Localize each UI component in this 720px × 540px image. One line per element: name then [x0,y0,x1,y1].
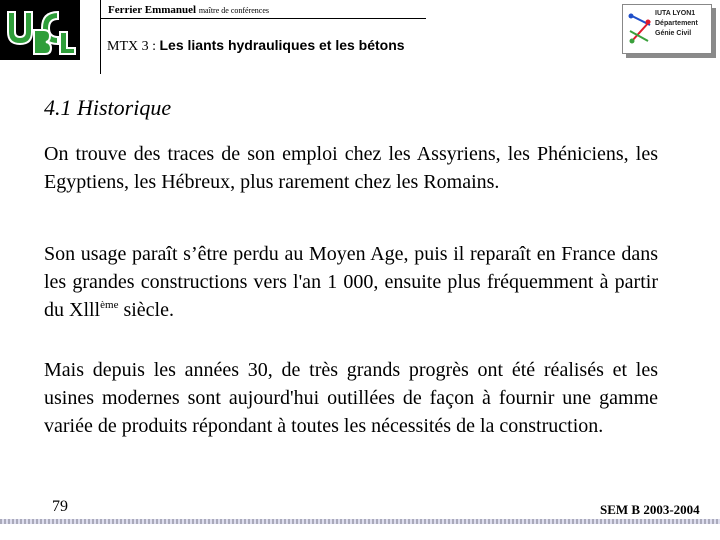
paragraph-2 [44,240,658,324]
iut-logo-line-2: Département [655,20,698,27]
header-horizontal-rule [100,18,426,19]
paragraph-2-superscript: ème [100,299,119,311]
paragraph-2-end: siècle. [118,299,174,321]
author-name: Ferrier Emmanuel [108,4,197,16]
section-heading: 4.1 Historique [44,95,172,120]
course-title-line [107,37,405,55]
ucbl-logo [0,0,80,60]
author-line [108,4,269,16]
course-title: Les liants hydrauliques et les bétons [159,37,405,53]
footer-bar [0,519,720,524]
iut-logo-frame [622,4,712,54]
page-number: 79 [52,498,68,515]
iut-logo-mark [626,11,654,47]
paragraph-3: Mais depuis les années 30, de très grands progrès ont été réalisés et les usines modernes sont aujourd'hui outillées de façon à fournir une gamme variée de produits répondant à toutes les nécessités de la construction. [44,359,658,437]
paragraph-1: On trouve des traces de son emploi chez les Assyriens, les Phéniciens, les Egyptiens, les Hébreux, plus rarement chez les Romains. [44,143,658,193]
author-role: maître de conférences [198,6,270,15]
iut-logo-text [655,9,711,39]
iut-logo-line-3: Génie Civil [655,30,692,37]
header-vertical-rule [100,0,101,74]
footer-label: SEM B 2003-2004 [600,502,700,517]
ucbl-logo-graphic [0,0,80,60]
paragraph-2-text: Son usage paraît s’être perdu au Moyen Age, puis il reparaît en France dans les grandes constructions vers l'an 1 000, ensuite plus fréquemment à partir du Xlll [44,243,658,321]
iut-lyon1-logo [622,4,716,58]
iut-logo-line-1: IUTA LYON1 [655,10,696,17]
course-code: MTX 3 : [107,39,160,54]
